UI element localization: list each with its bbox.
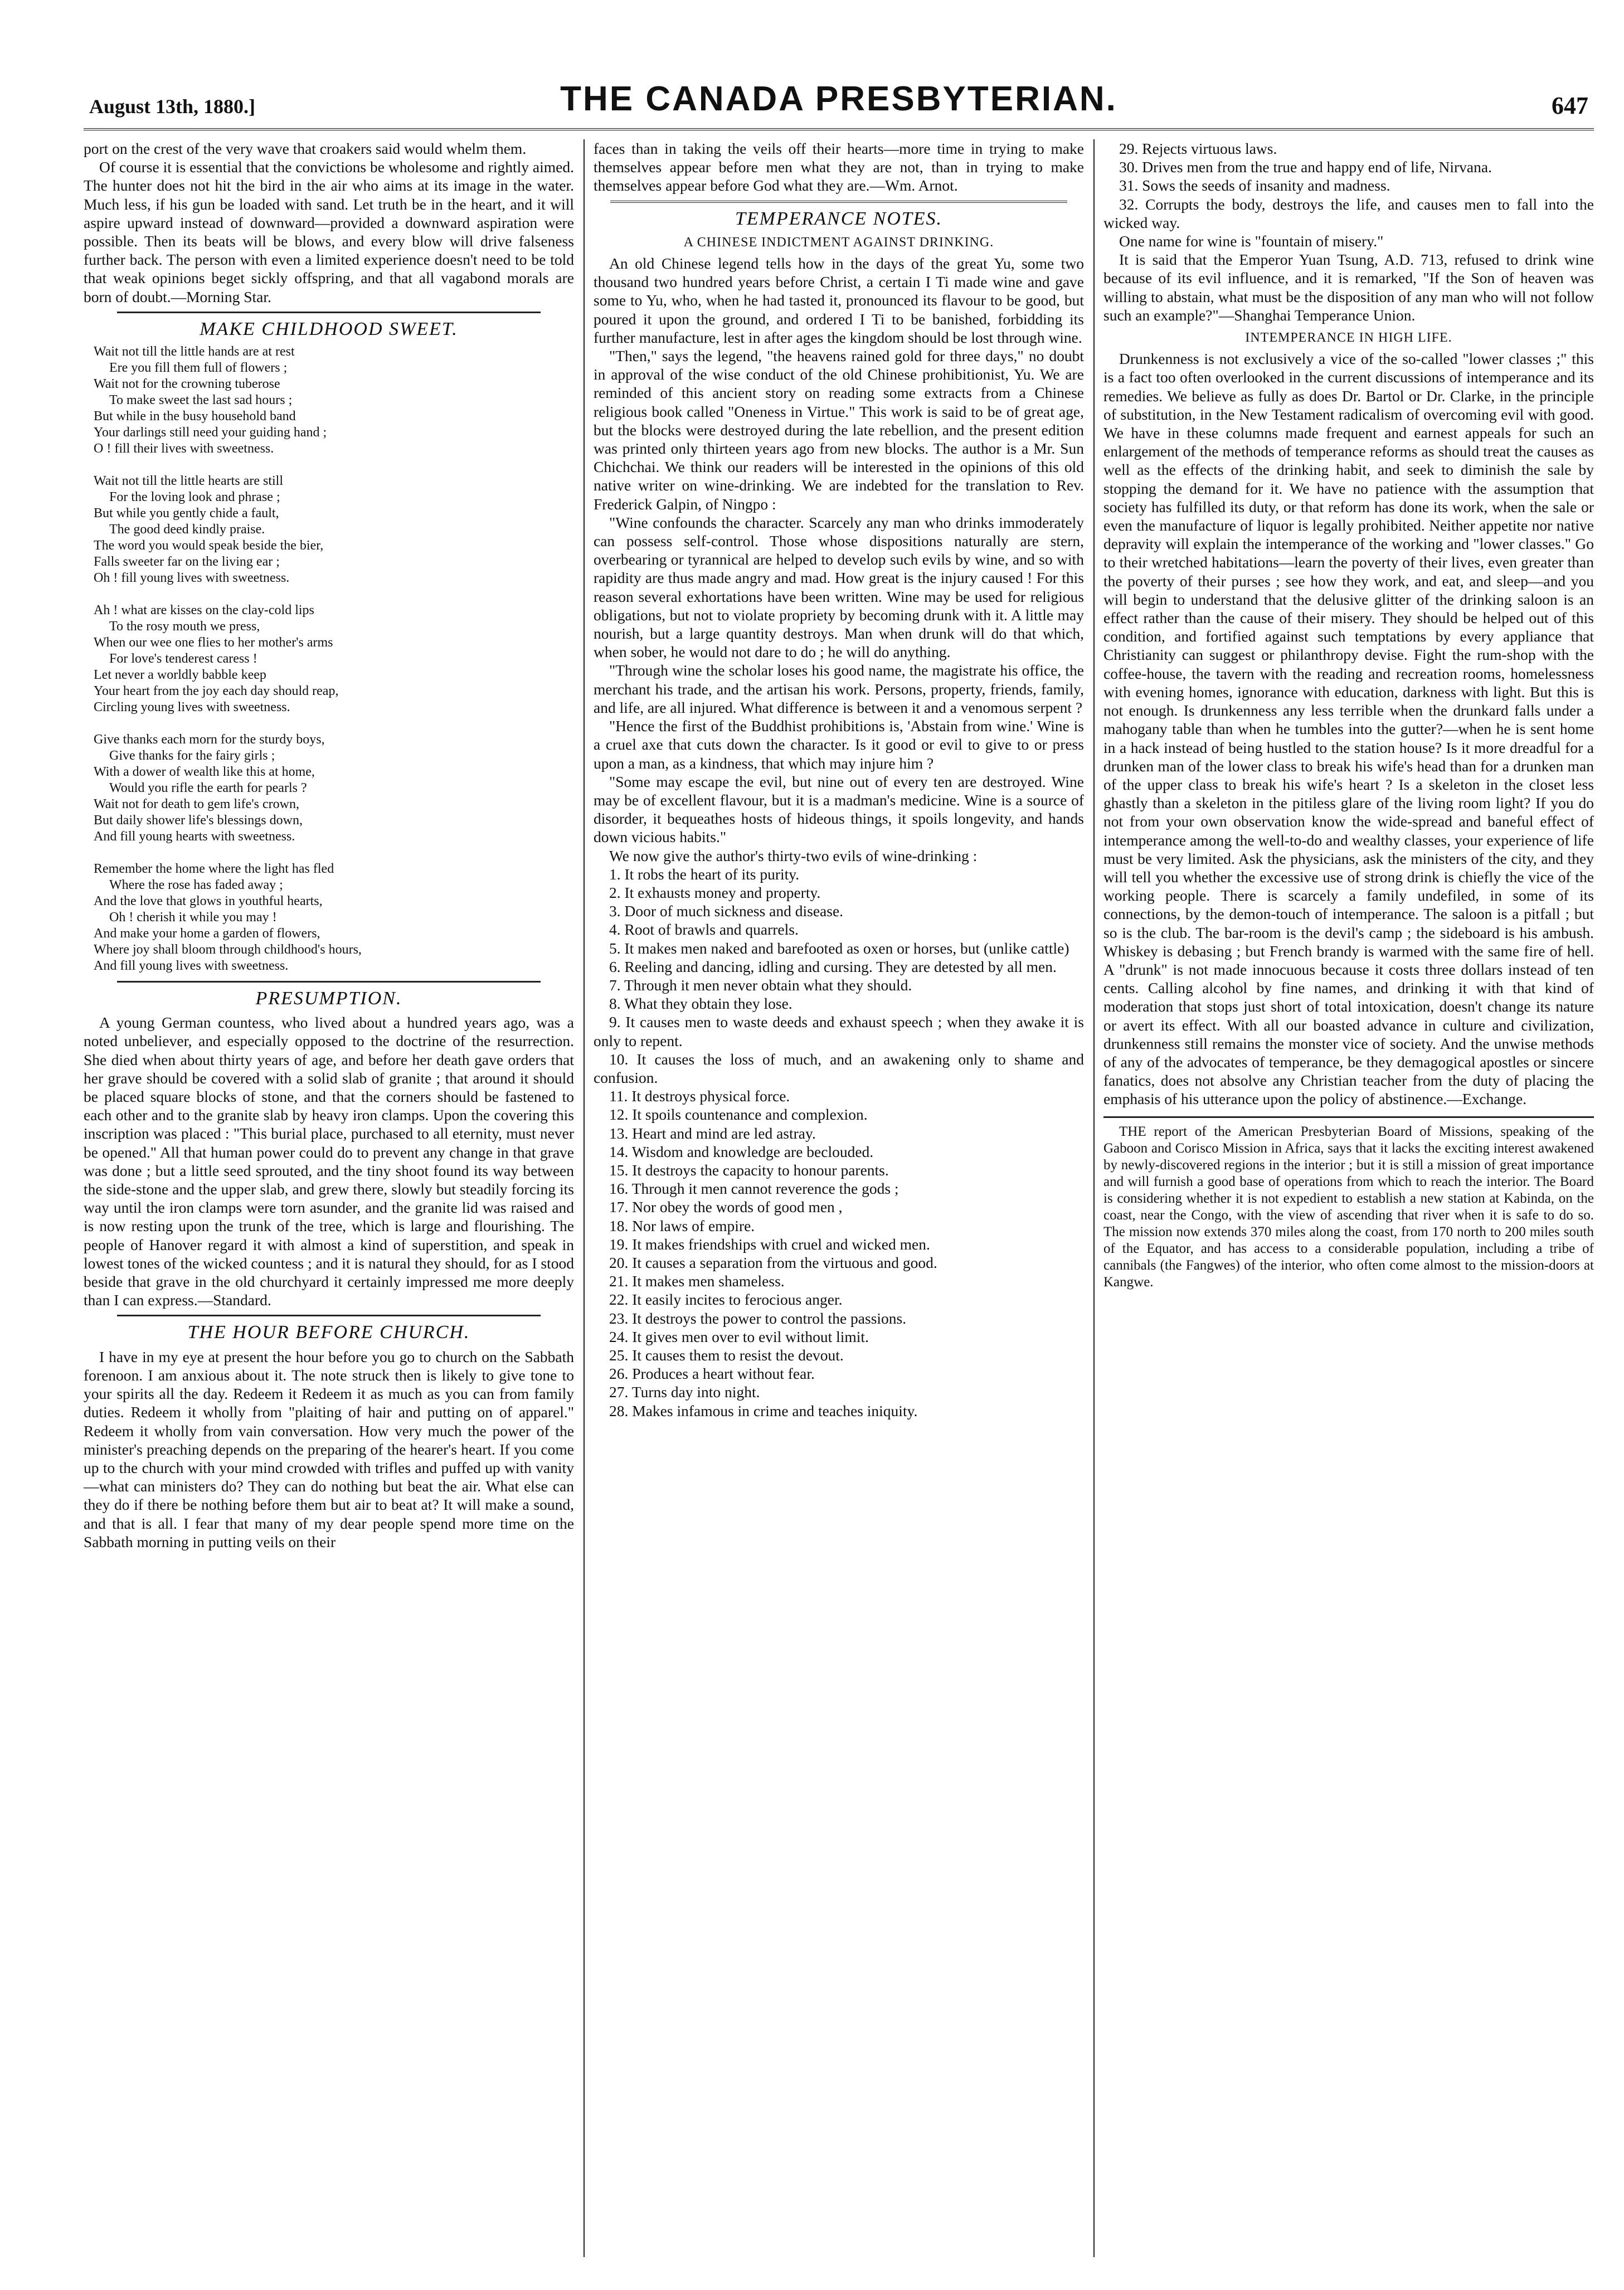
list-item: 1. It robs the heart of its purity. bbox=[609, 865, 800, 883]
article-paragraph: I have in my eye at present the hour before you go to church on the Sabbath forenoon. I am anxious about it. The note struck then is likely to give tone to your spirits all the day. Redeem it Redeem it as much as you can from family duties. Redeem it wholly from "plaiting of hair and putting on of apparel." Redeem it wholly from vain conversation. How very much the power of the minister's preaching depends on the preparing of the hearer's heart. If you come up to the church with your mind crowded with trifles and puffed up with vanity—what can ministers do? They can do nothing but beat the air. What else can they do if there be nothing before them but air to beat at? It will make a sound, and that is all. I fear that many of my dear people spend more time on the Sabbath morning in putting veils on their bbox=[84, 1348, 574, 1550]
list-item: 19. It makes friendships with cruel and wicked men. bbox=[609, 1235, 930, 1253]
list-item: 32. Corrupts the body, destroys the life, and causes men to fall into the wicked way. bbox=[1103, 195, 1594, 231]
poem-line: Wait not for the crowning tuberose bbox=[94, 377, 280, 392]
article-paragraph: "Some may escape the evil, but nine out of every ten are destroyed. Wine may be of excellent flavour, but it is a madman's medicine. Wine is a source of disorder, it bequeathes hosts of hideous things, it spoils longevity, and hands down vicious habits." bbox=[594, 772, 1084, 846]
article-paragraph: It is said that the Emperor Yuan Tsung, A.D. 713, refused to drink wine because of its evil influence, and it is remarked, "If the Son of heaven was willing to abstain, what must be the disposition of any man who will not follow such an example?"—Shanghai Temperance Union. bbox=[1103, 251, 1594, 324]
list-item: 7. Through it men never obtain what they should. bbox=[609, 976, 912, 994]
list-item: 14. Wisdom and knowledge are beclouded. bbox=[609, 1142, 874, 1160]
list-item: 12. It spoils countenance and complexion. bbox=[609, 1106, 868, 1124]
list-item: 31. Sows the seeds of insanity and madness. bbox=[1119, 177, 1390, 195]
article-paragraph: One name for wine is "fountain of misery." bbox=[1119, 232, 1384, 250]
poem-line: And fill young hearts with sweetness. bbox=[94, 829, 295, 844]
poem-line: Remember the home where the light has fled bbox=[94, 862, 334, 877]
list-item: 16. Through it men cannot reverence the gods ; bbox=[609, 1180, 899, 1198]
poem-line: When our wee one flies to her mother's arms bbox=[94, 635, 333, 650]
list-item: 24. It gives men over to evil without limit. bbox=[609, 1328, 869, 1345]
newspaper-page bbox=[84, 72, 1594, 2268]
poem-line: Your darlings still need your guiding hand ; bbox=[94, 425, 327, 440]
list-item: 5. It makes men naked and barefooted as oxen or horses, but (unlike cattle) bbox=[609, 939, 1069, 957]
article-paragraph: Drunkenness is not exclusively a vice of the so-called "lower classes ;" this is a fact too often overlooked in the current discussions of intemperance and its remedies. We believe as fully as does Dr. Bartol or Dr. Clarke, in the principle of substitution, in the New Testament radicalism of overcoming evil with good. We have in these columns made frequent and earnest appeals for such an enlargement of the methods of temperance reforms as should treat the causes as well as the effects of the drinking habit, and seek to diminish the sale by stopping the demand for it. We have no patience with the assumption that society has fulfilled its duty, or that reform has done its work, when the sale or even the manufacture of liquor is legally prohibited. Neither appetite nor native depravity will explain the intemperance of the working and "lower classes." Go to their wretched habitations—learn the poverty of their lives, even greater than the poverty of their purses ; see how they work, and eat, and sleep—and you will begin to understand that the delusive glitter of the drinking saloon is an effect rather than the cause of their misery. They should be helped out of this condition, and fortified against such temptations by every appliance that Christianity can suggest or philanthropy devise. Fight the rum-shop with the coffee-house, the tavern with the reading and recreation rooms, homelessness with evening homes, ignorance with education, darkness with light. But this is not enough. Is drunkenness any less terrible when the drunkard falls under a mahogany table than when he tumbles into the gutter?—when he is sent home in a hack instead of being hustled to the station house? Is it more dreadful for a drunken man of the lower class to break his wife's head than for a drunken man of the upper class to break his wife's heart ? Is a skeleton in the closet less ghastly than a skeleton in the pitiless glare of the living room light? If you do not from your own observation know the wide-spread and baneful effect of intemperance among the well-to-do and wealthy classes, your experience of life must be very limited. Ask the physicians, ask the ministers of the city, and they will tell you whether the excessive use of strong drink is chiefly the vice of the working people. There is scarcely a family undefiled, in some of its connections, by the demon-touch of intemperance. The saloon is a pitfall ; but so is the club. The bar-room is the devil's camp ; the sideboard is his ambush. Whiskey is debasing ; but French brandy is warmed with the same fire of hell. A "drunk" is not made innocuous because it costs three dollars instead of ten cents. Calling alcohol by fine names, and drinking it with that kind of moderation that stops just short of total intoxication, doesn't change its nature or avert its effect. With all our boasted advance in culture and civilization, drunkenness still remains the monster vice of society. And the unwise methods of any of the advocates of temperance, be they demagogical apostles or sincere fanatics, does not absolve any Christian teacher from the duty of placing the emphasis of his utterance upon the policy of abstinence.—Exchange. bbox=[1103, 350, 1594, 1108]
page-header bbox=[84, 72, 1594, 130]
article-paragraph: "Hence the first of the Buddhist prohibitions is, 'Abstain from wine.' Wine is a cruel axe that cuts down the character. Is it good or evil to give to or press upon a man, as a kindness, that which may injure him ? bbox=[594, 717, 1084, 772]
list-item: 2. It exhausts money and property. bbox=[609, 883, 821, 901]
column-2 bbox=[594, 139, 1084, 2268]
article-continuation: port on the crest of the very wave that croakers said would whelm them. bbox=[84, 140, 527, 157]
section-divider bbox=[117, 981, 541, 983]
poem-line: But daily shower life's blessings down, bbox=[94, 813, 303, 828]
article-paragraph: We now give the author's thirty-two evils of wine-drinking : bbox=[609, 847, 978, 864]
evils-list-continued bbox=[1103, 139, 1594, 232]
list-item: 9. It causes men to waste deeds and exhaust speech ; when they awake it is only to repent. bbox=[594, 1013, 1084, 1049]
article-paragraph: "Through wine the scholar loses his good name, the magistrate his office, the merchant his trade, and the artisan his work. Persons, property, friends, family, and life, are all injured. What difference is between it and a venomous serpent ? bbox=[594, 662, 1084, 716]
section-divider bbox=[117, 1315, 541, 1316]
list-item: 21. It makes men shameless. bbox=[609, 1272, 785, 1290]
list-item: 18. Nor laws of empire. bbox=[609, 1217, 755, 1234]
poem-line: To the rosy mouth we press, bbox=[109, 619, 260, 634]
poem-line: Wait not till the little hearts are still bbox=[94, 474, 283, 489]
poem-line: And fill young lives with sweetness. bbox=[94, 959, 289, 974]
poem-line: And make your home a garden of flowers, bbox=[94, 926, 320, 941]
headline-presumption: PRESUMPTION. bbox=[255, 988, 402, 1009]
subheading-intemperance-high-life: INTEMPERANCE IN HIGH LIFE. bbox=[1245, 330, 1452, 346]
poem-line: Wait not till the little hands are at rest bbox=[94, 344, 295, 359]
list-item: 25. It causes them to resist the devout. bbox=[609, 1346, 844, 1364]
list-item: 29. Rejects virtuous laws. bbox=[1119, 140, 1277, 157]
poem-stanza bbox=[94, 602, 574, 716]
list-item: 30. Drives men from the true and happy end of life, Nirvana. bbox=[1119, 158, 1492, 176]
column-3 bbox=[1103, 139, 1594, 2268]
poem-line: Give thanks each morn for the sturdy boys, bbox=[94, 732, 325, 747]
poem-stanza bbox=[94, 732, 574, 845]
poem-line: Wait not for death to gem life's crown, bbox=[94, 797, 299, 812]
poem-line: Ah ! what are kisses on the clay-cold lips bbox=[94, 603, 314, 618]
poem-line: To make sweet the last sad hours ; bbox=[109, 393, 293, 408]
list-item: 20. It causes a separation from the virtuous and good. bbox=[609, 1253, 937, 1271]
headline-hour-before-church: THE HOUR BEFORE CHURCH. bbox=[187, 1322, 470, 1343]
list-item: 23. It destroys the power to control the passions. bbox=[609, 1309, 907, 1327]
list-item: 11. It destroys physical force. bbox=[609, 1087, 790, 1105]
list-item: 26. Produces a heart without fear. bbox=[609, 1365, 815, 1383]
poem-line: Falls sweeter far on the living ear ; bbox=[94, 555, 280, 570]
list-item: 27. Turns day into night. bbox=[609, 1383, 760, 1401]
section-divider bbox=[610, 201, 1067, 203]
list-item: 8. What they obtain they lose. bbox=[609, 995, 792, 1013]
poem-line: For love's tenderest caress ! bbox=[109, 651, 257, 667]
article-paragraph: An old Chinese legend tells how in the days of the great Yu, some two thousand two hundred years before Christ, a certain I Ti made wine and gave some to Yu, who, when he had tasted it, pronounced its flavour to be good, but poured it upon the ground, and ordered I Ti to be banished, forbidding its further manufacture, lest in after ages the kingdom should be lost through wine. bbox=[594, 255, 1084, 346]
poem-line: O ! fill their lives with sweetness. bbox=[94, 441, 274, 456]
column-rule-2 bbox=[1093, 139, 1095, 2257]
poem-stanza bbox=[94, 473, 574, 586]
poem-line: Let never a worldly babble keep bbox=[94, 668, 266, 683]
column-rule-1 bbox=[584, 139, 585, 2257]
newspaper-title: THE CANADA PRESBYTERIAN. bbox=[560, 80, 1117, 118]
list-item: 22. It easily incites to ferocious anger. bbox=[609, 1291, 843, 1309]
poem-line: Oh ! fill young lives with sweetness. bbox=[94, 571, 290, 586]
article-paragraph: "Wine confounds the character. Scarcely any man who drinks immoderately can possess self-control. Those whose dispositions naturally are stern, overbearing or tyrannical are helped to develop such evils by wine, and so with rapidity are thus made angry and mad. How great is the injury caused ! For this reason several exhortations have been written. Wine may be used for religious obligations, but not to violate propriety by becoming drunk with it. A little may nourish, but a large quantity destroys. Man when drunk will do that which, when sober, he would not dare to do ; he will do anything. bbox=[594, 513, 1084, 661]
article-paragraph: THE report of the American Presbyterian Board of Missions, speaking of the Gaboon and Corisco Mission in Africa, says that it lacks the exciting interest awakened by newly-discovered regions in the interior ; but it is still a mission of great importance and will furnish a good base of operations from which to reach the interior. The Board is considering whether it is not expedient to establish a new station at Kabinda, on the coast, near the Congo, with the view of ascending that river when it is safe to do so. The mission now extends 370 miles along the coast, from 170 north to 200 miles south of the Equator, and has access to a considerable population, including a tribe of cannibals (the Fangwes) of the interior, who often come almost to the mission-doors at Kangwe. bbox=[1103, 1124, 1594, 1290]
poem-line: Your heart from the joy each day should reap, bbox=[94, 684, 339, 699]
poem-line: Ere you fill them full of flowers ; bbox=[109, 361, 288, 376]
missions-note bbox=[1103, 1116, 1594, 1291]
poem-line: And the love that glows in youthful hearts, bbox=[94, 894, 323, 909]
list-item: 13. Heart and mind are led astray. bbox=[609, 1124, 816, 1142]
poem-line: The word you would speak beside the bier, bbox=[94, 538, 324, 553]
poem-line: But while you gently chide a fault, bbox=[94, 506, 279, 521]
list-item: 4. Root of brawls and quarrels. bbox=[609, 921, 799, 939]
poem bbox=[94, 344, 574, 974]
poem-line: Circling young lives with sweetness. bbox=[94, 700, 290, 715]
list-item: 10. It causes the loss of much, and an awakening only to shame and confusion. bbox=[594, 1050, 1084, 1086]
poem-stanza bbox=[94, 344, 574, 457]
list-item: 3. Door of much sickness and disease. bbox=[609, 902, 844, 920]
headline-temperance-notes: TEMPERANCE NOTES. bbox=[735, 208, 943, 229]
poem-stanza bbox=[94, 861, 574, 974]
headline-make-childhood-sweet: MAKE CHILDHOOD SWEET. bbox=[200, 318, 458, 339]
list-item: 17. Nor obey the words of good men , bbox=[609, 1198, 843, 1216]
poem-line: For the loving look and phrase ; bbox=[109, 490, 280, 505]
section-divider bbox=[117, 312, 541, 313]
list-item: 6. Reeling and dancing, idling and cursing. They are detested by all men. bbox=[609, 957, 1057, 975]
list-item: 28. Makes infamous in crime and teaches iniquity. bbox=[609, 1402, 918, 1419]
column-1 bbox=[84, 139, 574, 2268]
poem-line: Where the rose has faded away ; bbox=[109, 878, 283, 893]
article-paragraph: "Then," says the legend, "the heavens rained gold for three days," no doubt in approval of the wise conduct of the old Chinese prohibitionist, Yu. We are reminded of this ancient story on reading some extracts from a Chinese religious book called "Oneness in Virtue." This work is said to be of great age, but the blocks were destroyed during the late rebellion, and the present edition was printed only thirteen years ago from new blocks. The author is a Mr. Sun Chichchai. We think our readers will be interested in the opinions of this old native writer on wine-drinking. We are indebted for the translation to Rev. Frederick Galpin, of Ningpo : bbox=[594, 347, 1084, 513]
list-item: 15. It destroys the capacity to honour parents. bbox=[609, 1161, 889, 1179]
poem-line: Give thanks for the fairy girls ; bbox=[109, 748, 275, 764]
poem-line: Oh ! cherish it while you may ! bbox=[109, 910, 277, 925]
poem-line: The good deed kindly praise. bbox=[109, 522, 265, 537]
poem-line: But while in the busy household band bbox=[94, 409, 296, 424]
article-paragraph: A young German countess, who lived about a hundred years ago, was a noted unbeliever, and especially opposed to the doctrine of the resurrection. She died when about thirty years of age, and before her death gave orders that her grave should be covered with a solid slab of granite ; that around it should be placed square blocks of stone, and that the corners should be fastened to each other and to the granite slab by heavy iron clamps. Upon the covering this inscription was placed : "This burial place, purchased to all eternity, must never be opened." All that human power could do to prevent any change in that grave was done ; but a little seed sprouted, and the tiny shoot found its way between the side-stone and the upper slab, and grew there, slowly but steadily forcing its way until the iron clamps were torn asunder, and the granite lid was raised and is now resting upon the trunk of the tree, which is large and flourishing. The people of Hanover regard it with almost a kind of superstition, and speak in lowest tones of the wicked countess ; and it is natural they should, for as I stood beside that grave in the old churchyard it certainly impressed me more deeply than I can express.—Standard. bbox=[84, 1014, 574, 1309]
subheading-chinese-indictment: A CHINESE INDICTMENT AGAINST DRINKING. bbox=[683, 235, 994, 250]
poem-line: With a dower of wealth like this at home, bbox=[94, 765, 315, 780]
poem-line: Would you rifle the earth for pearls ? bbox=[109, 781, 307, 796]
poem-line: Where joy shall bloom through childhood's hours, bbox=[94, 942, 362, 957]
issue-date: August 13th, 1880.] bbox=[89, 95, 256, 118]
evils-list bbox=[594, 865, 1084, 1420]
article-paragraph: Of course it is essential that the convictions be wholesome and rightly aimed. The hunter does not hit the bird in the air who aims at its image in the water. Much less, if his gun be loaded with sand. Let truth be in the heart, and it will aspire upward instead of downward—provided a downward aspiration were possible. Then its beats will be blows, and every blow will drive falseness further back. The person with even a limited experience doesn't need to be told that weak opinions beget sickly offspring, and that all vagabond morals are born of doubt.—Morning Star. bbox=[84, 158, 574, 305]
article-continuation: faces than in taking the veils off their hearts—more time in trying to make themselves appear before men what they are not, than in trying to make themselves appear before God what they are.—Wm. Arnot. bbox=[594, 140, 1084, 195]
page-number: 647 bbox=[1552, 92, 1588, 119]
